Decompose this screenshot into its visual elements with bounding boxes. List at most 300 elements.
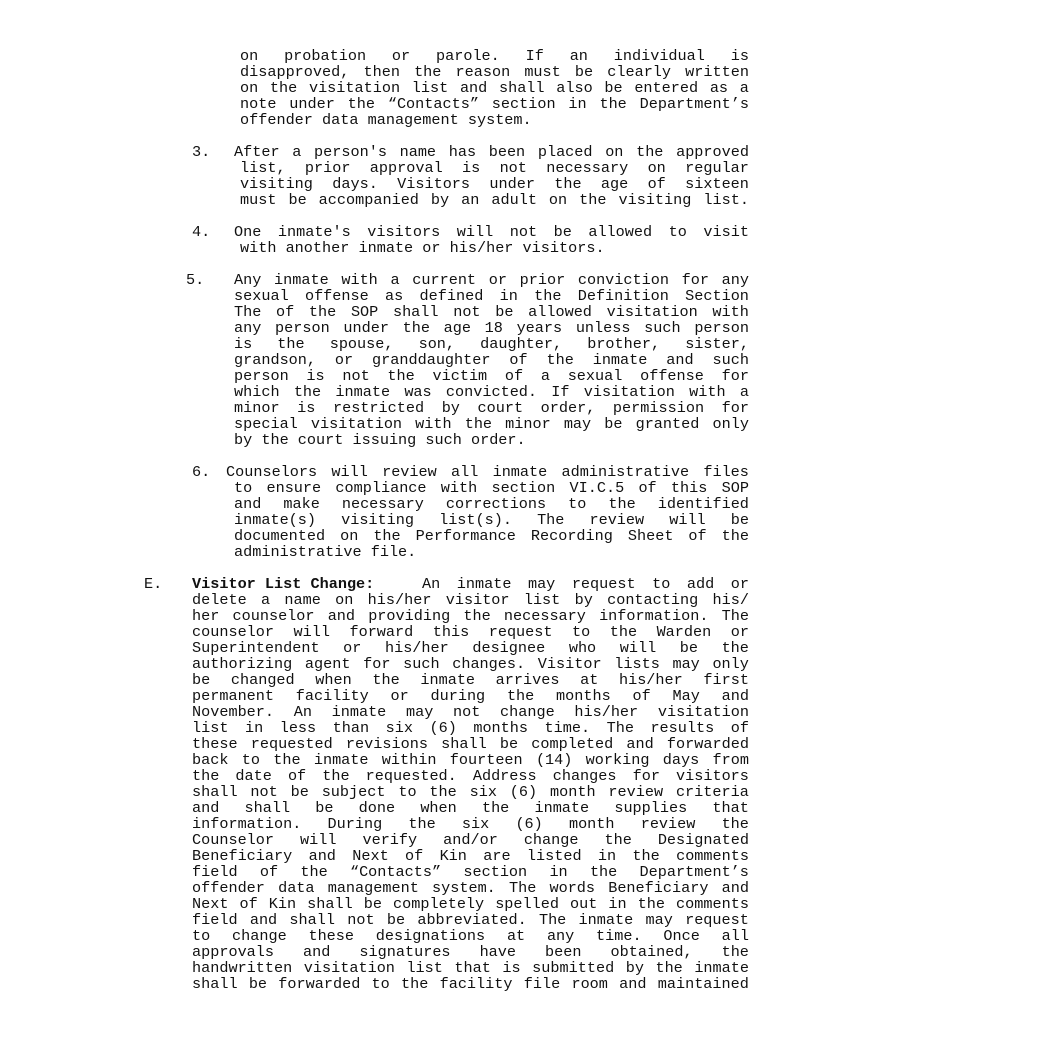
word: The xyxy=(508,879,537,897)
text-line xyxy=(192,944,749,960)
word: date xyxy=(235,767,272,785)
text-line xyxy=(240,48,749,64)
text-line xyxy=(234,512,749,528)
word: of xyxy=(276,303,295,321)
word: sexual xyxy=(567,367,623,385)
word: inmate xyxy=(335,383,391,401)
word: at xyxy=(506,927,526,945)
word: is xyxy=(306,367,325,385)
word: unless xyxy=(575,319,631,337)
section-letter: E. xyxy=(144,575,163,593)
word: documented xyxy=(234,527,326,545)
word: visit xyxy=(703,223,749,241)
word: may xyxy=(563,415,592,433)
text-line xyxy=(192,688,749,704)
word: time. xyxy=(544,719,591,737)
word: by xyxy=(625,959,644,977)
word: If xyxy=(551,383,570,401)
text-line xyxy=(192,640,749,656)
word: disapproved, xyxy=(240,63,350,81)
word: name xyxy=(284,591,321,609)
text-line xyxy=(192,864,749,880)
word: counselor xyxy=(232,607,315,625)
word: name xyxy=(399,143,437,161)
word: inmate xyxy=(534,799,590,817)
word: in xyxy=(597,847,617,865)
word: authorizing xyxy=(192,655,293,673)
text-line: with another inmate or his/her visitors. xyxy=(240,239,605,257)
word: Visitor xyxy=(537,655,602,673)
word: compliance xyxy=(335,479,427,497)
word: minor xyxy=(505,415,551,433)
word: under xyxy=(289,95,335,113)
word: will xyxy=(456,223,494,241)
word: will xyxy=(619,639,657,657)
word: approved xyxy=(676,143,749,161)
word: field xyxy=(192,863,238,881)
word: may xyxy=(405,703,434,721)
word: comments xyxy=(676,895,749,913)
word: obtained, xyxy=(610,943,693,961)
word: offender xyxy=(192,879,265,897)
word: current xyxy=(412,271,477,289)
word: out xyxy=(570,895,598,913)
word: the xyxy=(579,191,607,209)
word: the xyxy=(273,751,301,769)
word: and xyxy=(234,495,262,513)
word: not xyxy=(509,223,538,241)
word: or xyxy=(390,687,409,705)
word: sexual xyxy=(234,287,289,305)
word: inmate xyxy=(420,671,476,689)
item-number: 6. xyxy=(192,463,211,481)
word: and xyxy=(666,351,694,369)
word: person xyxy=(275,319,330,337)
word: list(s). xyxy=(439,511,512,529)
word: of xyxy=(647,175,666,193)
item-number: 5. xyxy=(186,271,205,289)
word: months xyxy=(556,687,611,705)
text-line xyxy=(234,224,749,240)
word: to xyxy=(192,927,211,945)
word: clearly xyxy=(607,63,672,81)
word: a xyxy=(540,367,550,385)
word: change xyxy=(500,703,555,721)
word: regular xyxy=(685,159,749,177)
word: the xyxy=(554,175,582,193)
word: in xyxy=(244,719,264,737)
text-line xyxy=(234,352,749,368)
word: or xyxy=(391,47,411,65)
word: that xyxy=(712,799,749,817)
text-line: offender data management system. xyxy=(240,111,532,129)
word: to xyxy=(568,495,587,513)
word: visitor xyxy=(445,591,510,609)
word: these xyxy=(308,927,355,945)
word: lists xyxy=(614,655,660,673)
word: the xyxy=(464,415,493,433)
word: necessary xyxy=(341,495,424,513)
word: with xyxy=(341,271,378,289)
word: all xyxy=(451,463,479,481)
text-line xyxy=(192,976,749,992)
word: contacting xyxy=(607,591,699,609)
word: such xyxy=(403,655,440,673)
word: be xyxy=(604,79,623,97)
word: must xyxy=(240,191,277,209)
word: of xyxy=(509,351,528,369)
word: shall xyxy=(392,303,439,321)
word: The xyxy=(538,911,567,929)
word: minor xyxy=(234,399,280,417)
word: son, xyxy=(418,335,456,353)
word: of xyxy=(287,767,307,785)
word: convicted. xyxy=(445,383,538,401)
word: to xyxy=(652,575,671,593)
word: may xyxy=(527,575,556,593)
word: comments xyxy=(676,847,749,865)
word: room xyxy=(571,975,608,993)
word: or xyxy=(730,623,749,641)
word: parole. xyxy=(435,47,500,65)
word: be xyxy=(574,63,594,81)
word: reason xyxy=(455,63,511,81)
word: under xyxy=(343,319,389,337)
word: written xyxy=(685,63,749,81)
word: field xyxy=(192,911,238,929)
text-line xyxy=(234,400,749,416)
text-line xyxy=(234,496,749,512)
word: less xyxy=(279,719,317,737)
word: month xyxy=(568,815,615,833)
word: be xyxy=(192,671,211,689)
word: on xyxy=(335,591,354,609)
word: is xyxy=(502,959,521,977)
word: visitors xyxy=(367,223,441,241)
text-line: by the court issuing such order. xyxy=(234,431,526,449)
word: change xyxy=(523,831,579,849)
word: under xyxy=(489,175,535,193)
word: is xyxy=(297,399,316,417)
word: on xyxy=(647,159,666,177)
word: information. xyxy=(192,815,302,833)
word: such xyxy=(712,351,749,369)
word: requested xyxy=(250,735,333,753)
word: sixteen xyxy=(685,175,749,193)
word: the xyxy=(721,639,749,657)
text-line xyxy=(192,960,749,976)
word: and xyxy=(327,607,356,625)
word: shall xyxy=(244,799,291,817)
word: be xyxy=(679,639,698,657)
word: inmate xyxy=(274,271,329,289)
word: by xyxy=(574,591,593,609)
word: The xyxy=(234,303,262,321)
word: defined xyxy=(419,287,484,305)
word: allowed xyxy=(588,223,653,241)
word: or xyxy=(343,639,362,657)
word: inmate xyxy=(578,911,634,929)
word: visitors xyxy=(676,767,749,785)
word: time. xyxy=(596,927,642,945)
word: be xyxy=(730,511,749,529)
word: all xyxy=(721,927,749,945)
word: will xyxy=(669,511,706,529)
text-line xyxy=(234,304,749,320)
word: visiting xyxy=(618,191,692,209)
word: in xyxy=(568,95,587,113)
word: management xyxy=(327,879,419,897)
word: One xyxy=(234,223,262,241)
word: forwarded xyxy=(666,735,749,753)
word: brother, xyxy=(587,335,661,353)
word: Department’s xyxy=(639,863,749,881)
word: If xyxy=(525,47,544,65)
word: person xyxy=(234,367,289,385)
word: the xyxy=(609,623,638,641)
word: will xyxy=(300,831,337,849)
word: fourteen xyxy=(449,751,523,769)
word: list xyxy=(411,79,449,97)
word: his/her xyxy=(384,639,449,657)
text-line xyxy=(234,528,749,544)
word: person xyxy=(694,319,749,337)
word: month xyxy=(549,783,596,801)
word: be xyxy=(386,911,406,929)
word: accompanied xyxy=(318,191,419,209)
word: is xyxy=(730,47,749,65)
word: a xyxy=(739,383,749,401)
word: be xyxy=(363,895,382,913)
word: or xyxy=(730,575,749,593)
word: request xyxy=(488,623,553,641)
word: “Contacts” xyxy=(387,95,479,113)
word: not xyxy=(453,303,481,321)
word: designations xyxy=(375,927,486,945)
word: back xyxy=(192,751,229,769)
word: The xyxy=(537,511,565,529)
word: the xyxy=(721,943,749,961)
word: inmate xyxy=(331,703,387,721)
word: identified xyxy=(657,495,749,513)
word: on xyxy=(240,79,259,97)
word: on xyxy=(240,47,259,65)
word: (6) xyxy=(509,783,538,801)
word: on xyxy=(548,191,568,209)
word: section xyxy=(491,95,556,113)
word: permission xyxy=(612,399,705,417)
word: Next xyxy=(352,847,389,865)
word: must xyxy=(524,63,561,81)
word: shall xyxy=(192,783,238,801)
word: order, xyxy=(540,399,596,417)
word: words xyxy=(549,879,596,897)
word: criteria xyxy=(675,783,749,801)
word: the xyxy=(632,847,660,865)
word: grandson, xyxy=(234,351,317,369)
text-line xyxy=(192,656,749,672)
word: data xyxy=(278,879,315,897)
word: be xyxy=(495,303,514,321)
word: inmate xyxy=(492,463,548,481)
word: prior xyxy=(304,159,351,177)
word: and xyxy=(192,799,220,817)
text-line xyxy=(422,576,749,592)
word: have xyxy=(479,943,517,961)
word: may xyxy=(672,655,700,673)
section-heading: Visitor List Change: xyxy=(192,575,375,593)
word: may xyxy=(645,911,673,929)
word: During xyxy=(327,815,383,833)
word: at xyxy=(580,671,599,689)
word: signatures xyxy=(359,943,451,961)
word: visitation xyxy=(657,703,749,721)
word: the xyxy=(277,335,305,353)
word: visitation xyxy=(308,79,401,97)
word: Any xyxy=(234,271,262,289)
word: (6) xyxy=(429,719,457,737)
word: request xyxy=(571,575,636,593)
word: on xyxy=(605,143,624,161)
word: on xyxy=(340,527,359,545)
word: his/her xyxy=(618,671,683,689)
word: spouse, xyxy=(329,335,394,353)
word: and xyxy=(619,975,647,993)
text-line xyxy=(192,752,749,768)
word: list xyxy=(406,959,443,977)
word: will xyxy=(293,623,330,641)
word: the xyxy=(463,607,491,625)
word: of xyxy=(405,847,424,865)
word: files xyxy=(703,463,749,481)
word: age xyxy=(600,175,629,193)
text-line xyxy=(192,832,749,848)
word: Beneficiary xyxy=(608,879,709,897)
word: visitation xyxy=(303,959,395,977)
word: and xyxy=(721,687,749,705)
word: of xyxy=(688,527,707,545)
word: Kin xyxy=(439,847,467,865)
word: approvals xyxy=(192,943,275,961)
word: completely xyxy=(393,895,485,913)
word: a xyxy=(739,79,749,97)
word: VI.C.5 xyxy=(569,479,625,497)
word: is xyxy=(462,159,481,177)
word: to xyxy=(241,751,260,769)
word: Definition xyxy=(577,287,669,305)
word: note xyxy=(240,95,277,113)
word: to xyxy=(572,623,591,641)
word: forwarded xyxy=(278,975,361,993)
word: inmate xyxy=(694,959,749,977)
word: visitation xyxy=(583,383,675,401)
text-line xyxy=(234,480,749,496)
word: allowed xyxy=(528,303,592,321)
word: the xyxy=(308,303,337,321)
word: of xyxy=(259,863,279,881)
word: for xyxy=(721,367,749,385)
text-line xyxy=(192,848,749,864)
word: Next xyxy=(192,895,229,913)
word: months xyxy=(473,719,529,737)
word: a xyxy=(292,143,302,161)
word: or xyxy=(334,351,354,369)
word: for xyxy=(681,271,709,289)
word: is xyxy=(234,335,253,353)
word: supplies xyxy=(614,799,688,817)
word: visiting xyxy=(240,175,313,193)
word: six xyxy=(385,719,413,737)
text-line xyxy=(240,80,749,96)
word: make xyxy=(283,495,320,513)
word: Counselor xyxy=(192,831,275,849)
word: Department’s xyxy=(639,95,749,113)
word: revisions xyxy=(345,735,428,753)
word: not xyxy=(342,367,370,385)
word: days xyxy=(662,751,700,769)
text-line xyxy=(192,624,749,640)
text-line xyxy=(192,608,749,624)
word: the xyxy=(402,319,430,337)
word: add xyxy=(686,575,715,593)
word: be xyxy=(248,975,268,993)
word: Beneficiary xyxy=(192,847,293,865)
word: inmate's xyxy=(277,223,351,241)
word: conviction xyxy=(577,271,669,289)
word: with xyxy=(415,415,452,433)
word: for xyxy=(632,767,660,785)
word: providing xyxy=(368,607,451,625)
text-line xyxy=(240,96,749,112)
text-line xyxy=(234,384,749,400)
text-line xyxy=(192,912,749,928)
word: list. xyxy=(703,191,749,209)
word: a xyxy=(260,591,271,609)
word: May xyxy=(672,687,700,705)
word: such xyxy=(644,319,681,337)
word: the xyxy=(637,895,666,913)
word: which xyxy=(234,383,280,401)
word: daughter, xyxy=(480,335,563,353)
word: sister, xyxy=(685,335,749,353)
word: the xyxy=(604,831,632,849)
word: court xyxy=(477,399,524,417)
word: to xyxy=(371,975,390,993)
word: shall xyxy=(498,79,545,97)
word: list, xyxy=(240,159,286,177)
text-line xyxy=(226,464,749,480)
word: completed xyxy=(531,735,614,753)
word: changes xyxy=(552,767,617,785)
word: done xyxy=(358,799,396,817)
word: listed xyxy=(526,847,582,865)
word: forward xyxy=(349,623,414,641)
word: SOP xyxy=(721,479,749,497)
word: any xyxy=(234,319,262,337)
word: any xyxy=(721,271,749,289)
word: of xyxy=(632,687,651,705)
word: an xyxy=(461,191,480,209)
word: review xyxy=(382,463,437,481)
word: “Contacts” xyxy=(349,863,442,881)
word: to xyxy=(234,479,253,497)
word: review xyxy=(589,511,645,529)
word: when xyxy=(420,799,457,817)
word: the xyxy=(300,863,328,881)
word: a xyxy=(390,271,400,289)
text-line xyxy=(192,800,749,816)
word: his/ xyxy=(712,591,749,609)
